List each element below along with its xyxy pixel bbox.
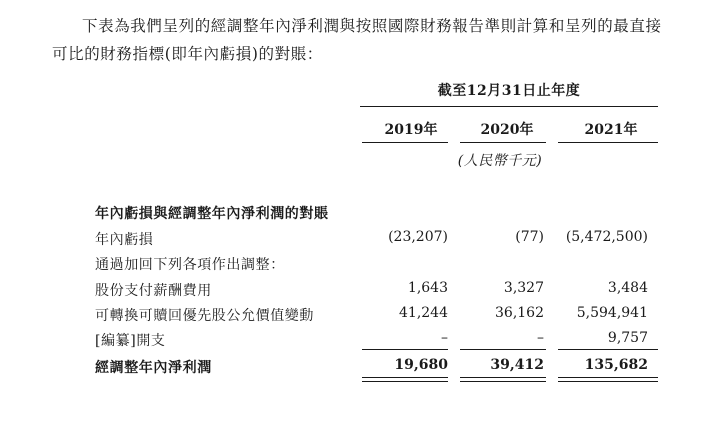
cell-adjusted-net-profit-2021: 135,682: [584, 357, 648, 373]
period-header: 截至12月31日止年度: [437, 83, 581, 99]
cell-fair-value-2020: 36,162: [495, 305, 544, 321]
row-label-loss: 年內虧損: [95, 232, 154, 248]
section-title: 年內虧損與經調整年內淨利潤的對賬: [95, 206, 329, 222]
cell-share-comp-2020: 3,327: [503, 280, 544, 296]
cell-share-comp-2021: 3,484: [607, 280, 648, 296]
total-double-rule-2019-bottom: [362, 381, 448, 382]
total-double-rule-2020-top: [460, 377, 546, 378]
intro-paragraph: 下表為我們呈列的經調整年內淨利潤與按照國際財務報告準則計算和呈列的最直接可比的財務指標(即年內虧損)的對賬：: [52, 17, 662, 63]
cell-share-comp-2019: 1,643: [407, 280, 448, 296]
row-label-adjustments: 通過加回下列各項作出調整：: [95, 257, 285, 273]
cell-adjusted-net-profit-2019: 19,680: [394, 357, 448, 373]
subtotal-rule-2019: [362, 349, 448, 350]
row-label-fair-value: 可轉換可贖回優先股公允價值變動: [95, 308, 314, 324]
row-label-listing-expenses: [編纂]開支: [95, 333, 166, 349]
period-header-rule: [360, 106, 658, 107]
row-label-share-comp: 股份支付薪酬費用: [95, 283, 212, 299]
cell-adjusted-net-profit-2020: 39,412: [490, 357, 544, 373]
subtotal-rule-2021: [558, 349, 658, 350]
year-rule-2020: [460, 142, 546, 143]
cell-listing-expenses-2019: –: [441, 330, 448, 346]
cell-fair-value-2021: 5,594,941: [576, 305, 648, 321]
total-double-rule-2021-top: [558, 377, 658, 378]
cell-listing-expenses-2020: –: [537, 330, 544, 346]
currency-note: (人民幣千元): [457, 153, 543, 169]
year-2019-header: 2019年: [384, 122, 438, 138]
year-rule-2019: [362, 142, 448, 143]
cell-loss-2019: (23,207): [388, 229, 448, 245]
row-label-adjusted-net-profit: 經調整年內淨利潤: [95, 360, 212, 376]
total-double-rule-2021-bottom: [558, 381, 658, 382]
year-2021-header: 2021年: [584, 122, 638, 138]
cell-fair-value-2019: 41,244: [399, 305, 448, 321]
year-2020-header: 2020年: [480, 122, 534, 138]
total-double-rule-2020-bottom: [460, 381, 546, 382]
cell-loss-2020: (77): [515, 229, 544, 245]
subtotal-rule-2020: [460, 349, 546, 350]
year-rule-2021: [558, 142, 658, 143]
total-double-rule-2019-top: [362, 377, 448, 378]
cell-listing-expenses-2021: 9,757: [607, 330, 648, 346]
cell-loss-2021: (5,472,500): [565, 229, 648, 245]
